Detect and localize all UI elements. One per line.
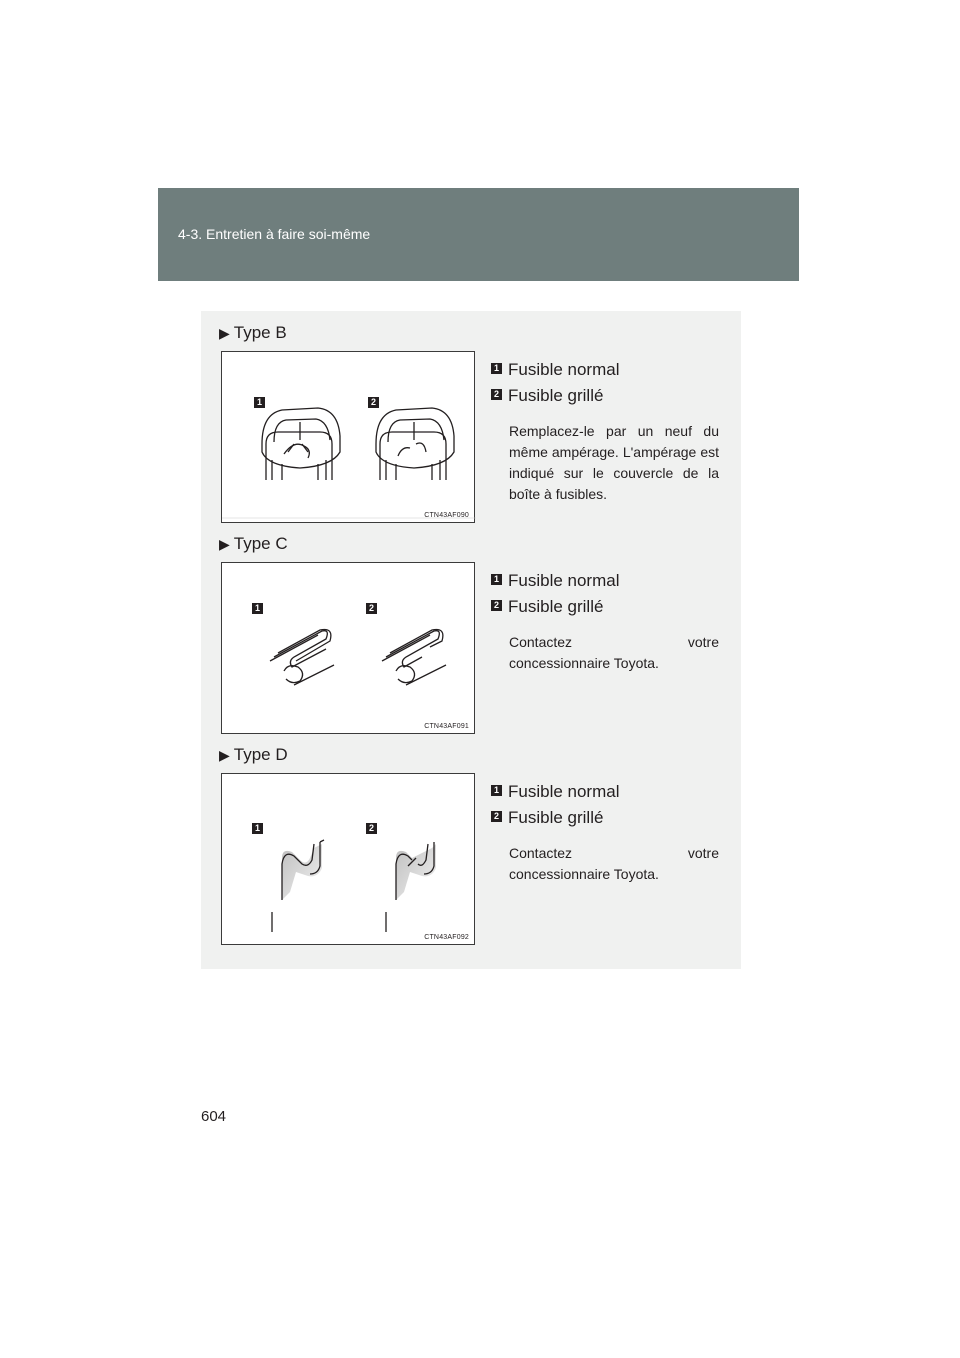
fuse-type-d-illustration: [222, 774, 476, 946]
number-1-icon: 1: [491, 574, 502, 585]
number-1-icon: 1: [491, 785, 502, 796]
legend: [491, 570, 719, 674]
legend-item: 1 Fusible normal: [491, 781, 719, 807]
figure-marker-2: 2: [366, 603, 377, 614]
number-1-icon: 1: [491, 363, 502, 374]
legend-item: 2 Fusible grillé: [491, 596, 719, 622]
number-2-icon: 2: [491, 389, 502, 400]
description: Remplacez-le par un neuf du même ampérage. L'ampérage est indiqué sur le couvercle de la boîte à fusibles.: [509, 423, 719, 502]
legend-item: 2 Fusible grillé: [491, 385, 719, 411]
triangle-bullet-icon: ▶: [219, 325, 230, 341]
triangle-bullet-icon: ▶: [219, 536, 230, 552]
section-title: ▶ Type D: [219, 745, 288, 764]
figure-marker-1: 1: [252, 603, 263, 614]
figure-code: CTN43AF090: [424, 512, 469, 519]
number-2-icon: 2: [491, 811, 502, 822]
number-2-icon: 2: [491, 600, 502, 611]
page-number: 604: [201, 1108, 227, 1125]
section-title: ▶ Type B: [219, 323, 287, 342]
figure-marker-2: 2: [368, 397, 379, 408]
section-title: ▶ Type C: [219, 534, 288, 553]
figure-type-c: [221, 562, 475, 734]
figure-marker-2: 2: [366, 823, 377, 834]
fuse-type-b-illustration: [222, 352, 476, 524]
figure-marker-1: 1: [254, 397, 265, 408]
chapter-header: [158, 188, 799, 281]
fuse-type-c-illustration: [222, 563, 476, 735]
figure-type-d: [221, 773, 475, 945]
legend: [491, 781, 719, 885]
figure-type-b: [221, 351, 475, 523]
figure-code: CTN43AF092: [424, 934, 469, 941]
legend: [491, 359, 719, 505]
content-panel: [201, 311, 741, 969]
triangle-bullet-icon: ▶: [219, 747, 230, 763]
legend-item: 1 Fusible normal: [491, 359, 719, 385]
description: Contactez votre concessionnaire Toyota.: [509, 634, 719, 671]
figure-code: CTN43AF091: [424, 723, 469, 730]
description: Contactez votre concessionnaire Toyota.: [509, 845, 719, 882]
legend-item: 2 Fusible grillé: [491, 807, 719, 833]
figure-marker-1: 1: [252, 823, 263, 834]
legend-item: 1 Fusible normal: [491, 570, 719, 596]
chapter-title: 4-3. Entretien à faire soi-même: [178, 226, 371, 242]
